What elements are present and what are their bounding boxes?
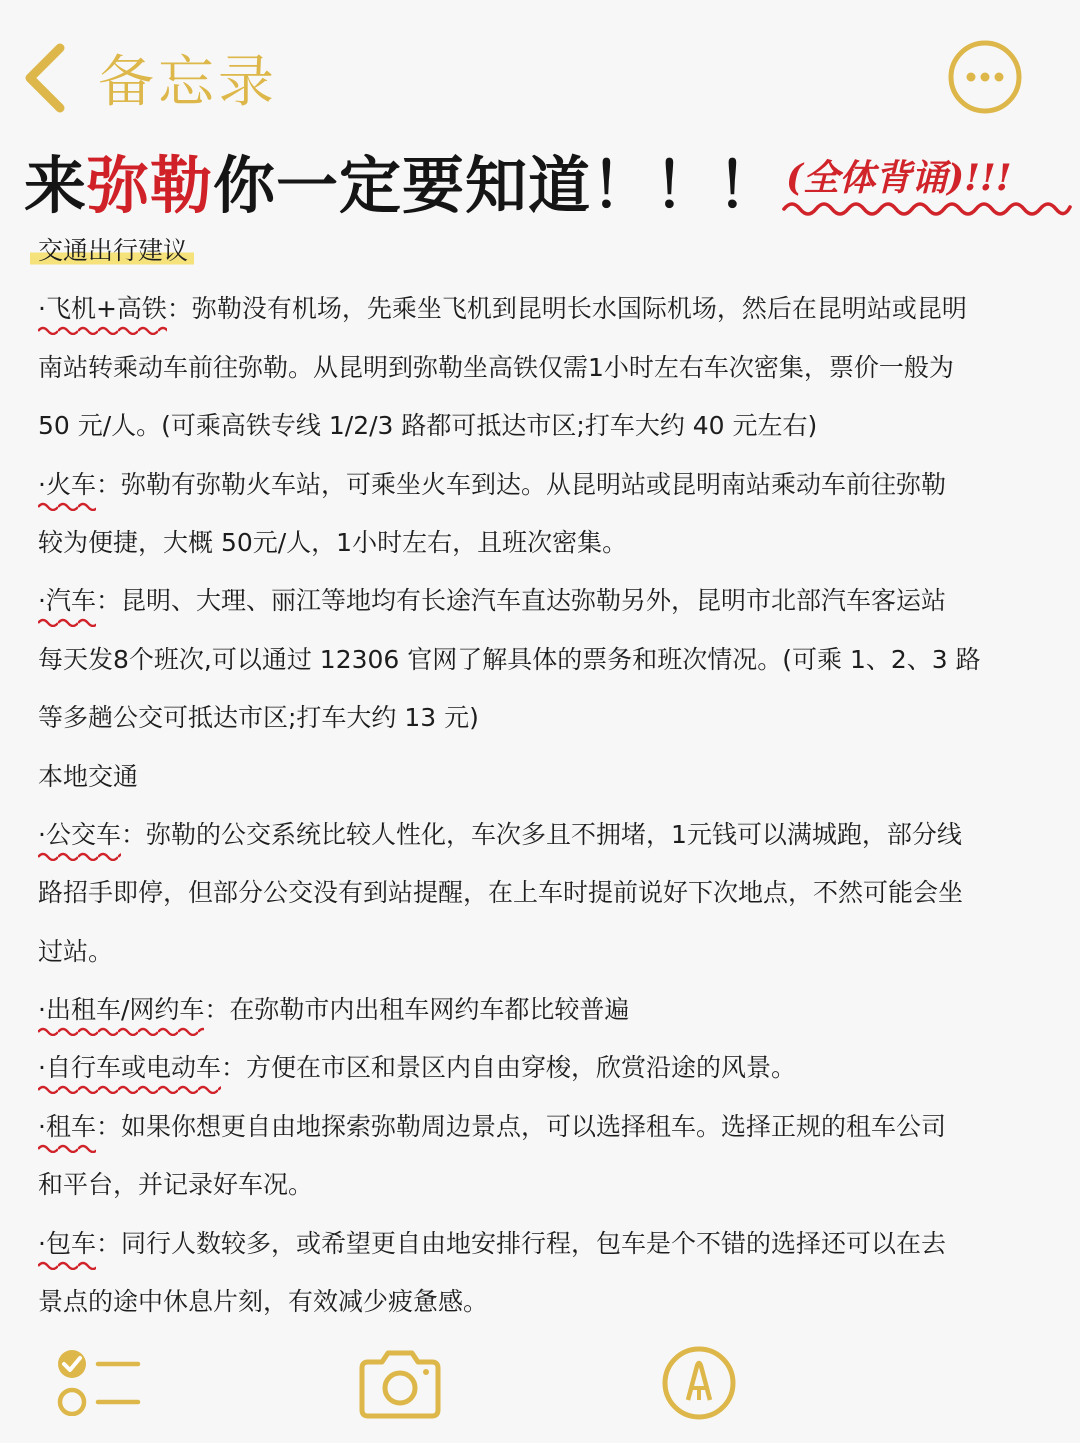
checklist-button[interactable] [52, 1346, 144, 1416]
checklist-icon [52, 1346, 144, 1416]
item-text: 等多趟公交可抵达市区;打车大约 13 元) [38, 703, 479, 733]
ellipsis-circle-icon [946, 38, 1024, 116]
item-text: 和平台，并记录好车况。 [38, 1170, 314, 1200]
section-title-intercity: 交通出行建议 [30, 236, 194, 266]
list-item [38, 1215, 1042, 1273]
chevron-left-icon [18, 40, 70, 116]
pen-markup-icon [660, 1344, 738, 1422]
item-term: ·出租车/网约车 [38, 992, 204, 1028]
list-item [38, 806, 1042, 864]
item-term: ·公交车 [38, 817, 121, 853]
item-text: 景点的途中休息片刻，有效减少疲惫感。 [38, 1287, 489, 1317]
list-item [38, 1098, 1042, 1156]
camera-button[interactable] [354, 1348, 446, 1420]
bottom-toolbar [0, 1330, 1080, 1443]
title-text: 来弥勒你一定要知道！！！ [24, 148, 781, 222]
item-text: ：方便在市区和景区内自由穿梭，欣赏沿途的风景。 [220, 1053, 796, 1083]
item-term: ·包车 [38, 1226, 96, 1262]
item-text: ：弥勒的公交系统比较人性化，车次多且不拥堵，1元钱可以满城跑，部分线 [120, 819, 962, 849]
markup-button[interactable] [660, 1344, 738, 1422]
item-term: ·火车 [38, 467, 96, 503]
note-body[interactable] [38, 222, 1042, 1331]
item-term: ·租车 [38, 1109, 96, 1145]
item-text: 较为便捷，大概 50元/人，1小时左右，且班次密集。 [38, 527, 628, 557]
item-term: ·汽车 [38, 583, 96, 619]
title-highlight: 弥勒 [87, 148, 214, 222]
note-title [24, 140, 1012, 220]
section-heading [38, 748, 1042, 806]
item-text: ：在弥勒市内出租车网约车都比较普遍 [204, 995, 630, 1025]
back-label: 备忘录 [98, 50, 278, 115]
item-text: ：同行人数较多，或希望更自由地安排行程，包车是个不错的选择还可以在去 [95, 1228, 946, 1258]
back-button[interactable] [18, 38, 278, 118]
nav-bar [0, 0, 1080, 140]
list-item [38, 456, 1042, 514]
item-term: ·飞机+高铁 [38, 291, 167, 327]
item-text: ：弥勒有弥勒火车站，可乘坐火车到达。从昆明站或昆明南站乘动车前往弥勒 [95, 469, 946, 499]
list-item [38, 981, 1042, 1039]
section-title-local: 本地交通 [38, 761, 139, 791]
item-text: 南站转乘动车前往弥勒。从昆明到弥勒坐高铁仅需1小时左右车次密集，票价一般为 [38, 352, 954, 382]
item-text: 50 元/人。(可乘高铁专线 1/2/3 路都可抵达市区;打车大约 40 元左右) [38, 411, 818, 441]
item-text: ：如果你想更自由地探索弥勒周边景点，可以选择租车。选择正规的租车公司 [95, 1111, 946, 1141]
list-item [38, 572, 1042, 630]
item-text: 路招手即停，但部分公交没有到站提醒，在上车时提前说好下次地点，不然可能会坐 [38, 878, 964, 908]
item-term: ·自行车或电动车 [38, 1050, 221, 1086]
item-text: ：昆明、大理、丽江等地均有长途汽车直达弥勒另外，昆明市北部汽车客运站 [95, 586, 946, 616]
more-button[interactable] [946, 38, 1024, 116]
item-text: ：弥勒没有机场，先乘坐飞机到昆明长水国际机场，然后在昆明站或昆明 [166, 294, 967, 324]
camera-icon [354, 1348, 446, 1420]
title-tag-underline [782, 195, 1072, 217]
list-item [38, 280, 1042, 338]
list-item [38, 1039, 1042, 1097]
item-text: 每天发8个班次,可以通过 12306 官网了解具体的票务和班次情况。(可乘 1、2、3 路 [38, 644, 981, 674]
title-tag: (全体背诵)!!! [786, 150, 1011, 211]
section-heading [38, 222, 1042, 280]
item-text: 过站。 [38, 936, 114, 966]
